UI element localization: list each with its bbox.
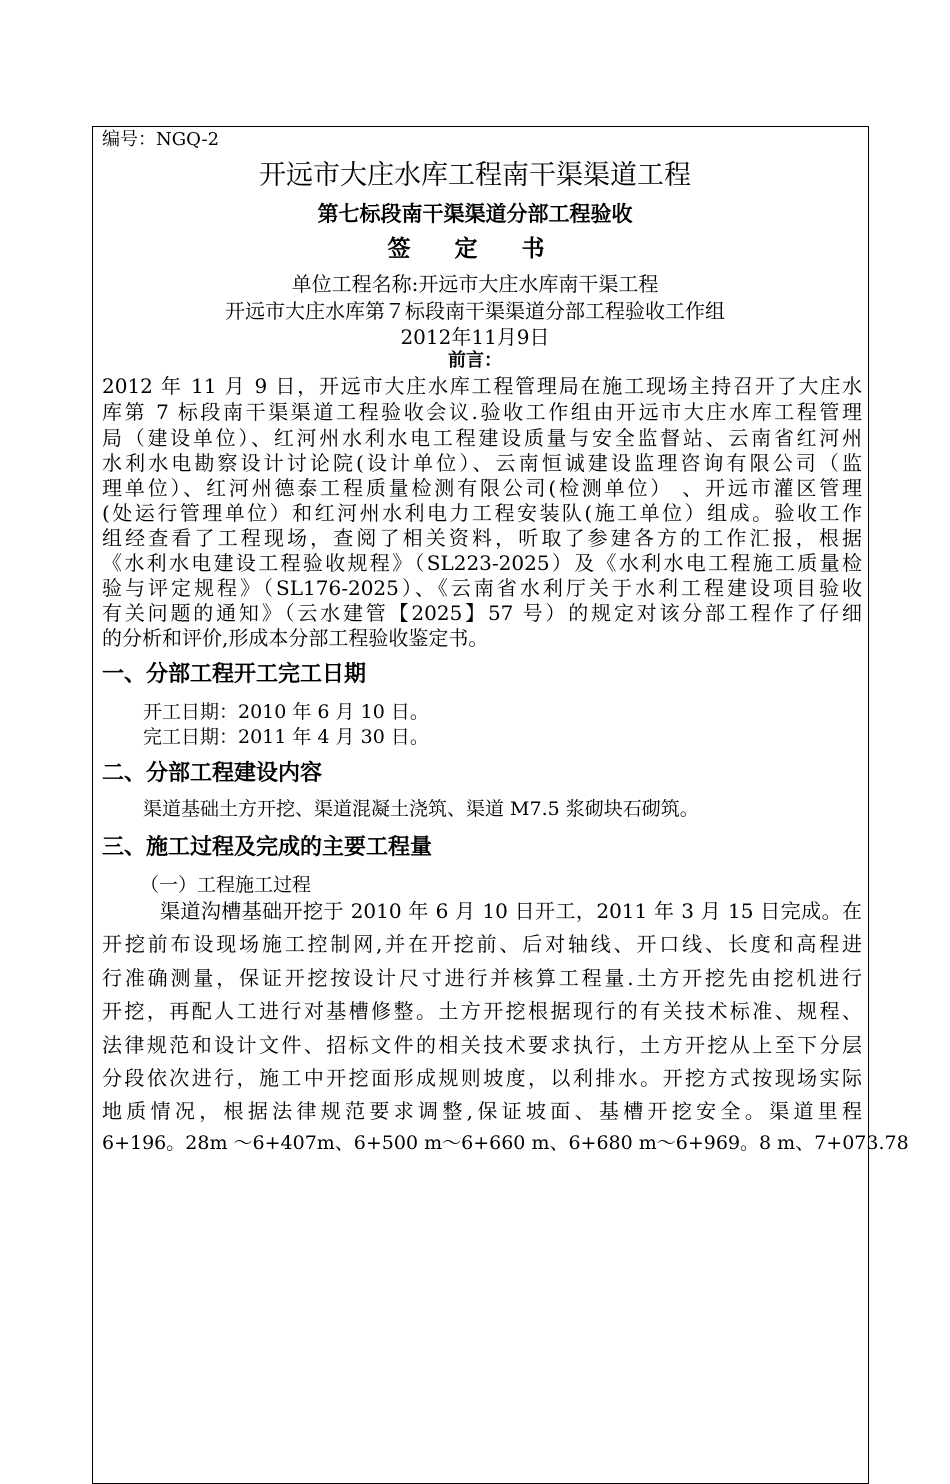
process-line: 法律规范和设计文件、招标文件的相关技术要求执行，土方开挖从上至下分层	[102, 1033, 862, 1057]
preface-line: 局（建设单位）、红河州水利水电工程建设质量与安全监督站、云南省红河州	[102, 426, 862, 450]
process-line: 开挖前布设现场施工控制网,并在开挖前、后对轴线、开口线、长度和高程进	[102, 932, 862, 956]
certificate-title: 签 定 书	[387, 235, 563, 262]
preface-heading: 前言：	[448, 350, 502, 371]
process-line: 6+196。28m ～6+407m、6+500 m～6+660 m、6+680 m～6+969。8 m、7+073.78	[102, 1132, 909, 1154]
document-date: 2012年11月9日	[400, 325, 550, 349]
preface-line: 有关问题的通知》（云水建管【2025】57 号）的规定对该分部工程作了仔细	[102, 601, 862, 625]
section-1-heading: 一、分部工程开工完工日期	[102, 661, 367, 687]
process-line: 地质情况，根据法律规范要求调整,保证坡面、基槽开挖安全。渠道里程	[102, 1099, 862, 1123]
process-line: 开挖，再配人工进行对基槽修整。土方开挖根据现行的有关技术标准、规程、	[102, 999, 862, 1023]
preface-line: 《水利水电建设工程验收规程》（SL223-2025）及《水利水电工程施工质量检	[102, 551, 862, 575]
process-line: 行准确测量，保证开挖按设计尺寸进行并核算工程量.土方开挖先由挖机进行	[102, 966, 862, 990]
end-date: 完工日期：2011 年 4 月 30 日。	[143, 726, 429, 748]
process-line: 渠道沟槽基础开挖于 2010 年 6 月 10 日开工，2011 年 3 月 15 日完成。在	[160, 899, 862, 923]
project-title: 开远市大庄水库工程南干渠渠道工程	[259, 160, 691, 191]
preface-line: 组经查看了工程现场，查阅了相关资料，听取了参建各方的工作汇报，根据	[102, 526, 862, 550]
unit-project-name: 单位工程名称:开远市大庄水库南干渠工程	[291, 272, 659, 296]
process-line: 分段依次进行，施工中开挖面形成规则坡度，以利排水。开挖方式按现场实际	[102, 1066, 862, 1090]
preface-line: 理单位）、红河州德泰工程质量检测有限公司(检测单位） 、开远市灌区管理	[102, 476, 862, 500]
section-3-heading: 三、施工过程及完成的主要工程量	[102, 834, 433, 860]
preface-line: (处运行管理单位）和红河州水利电力工程安装队(施工单位）组成。验收工作	[102, 501, 862, 525]
section-2-heading: 二、分部工程建设内容	[102, 760, 323, 786]
subtitle: 第七标段南干渠渠道分部工程验收	[317, 201, 633, 226]
document-number: 编号：NGQ-2	[102, 129, 220, 150]
working-group: 开远市大庄水库第７标段南干渠渠道分部工程验收工作组	[225, 299, 725, 323]
preface-line: 的分析和评价,形成本分部工程验收鉴定书。	[102, 626, 489, 650]
preface-line: 2012 年 11 月 9 日，开远市大庄水库工程管理局在施工现场主持召开了大庄水	[102, 374, 862, 398]
construction-content: 渠道基础土方开挖、渠道混凝土浇筑、渠道 M7.5 浆砌块石砌筑。	[143, 798, 699, 820]
sub-heading: （一）工程施工过程	[140, 874, 312, 896]
preface-line: 库第 7 标段南干渠渠道工程验收会议.验收工作组由开远市大庄水库工程管理	[102, 400, 862, 424]
start-date: 开工日期：2010 年 6 月 10 日。	[143, 701, 429, 723]
preface-line: 验与评定规程》（SL176-2025）、《云南省水利厅关于水利工程建设项目验收	[102, 576, 862, 600]
preface-line: 水利水电勘察设计讨论院(设计单位）、云南恒诚建设监理咨询有限公司（监	[102, 451, 862, 475]
